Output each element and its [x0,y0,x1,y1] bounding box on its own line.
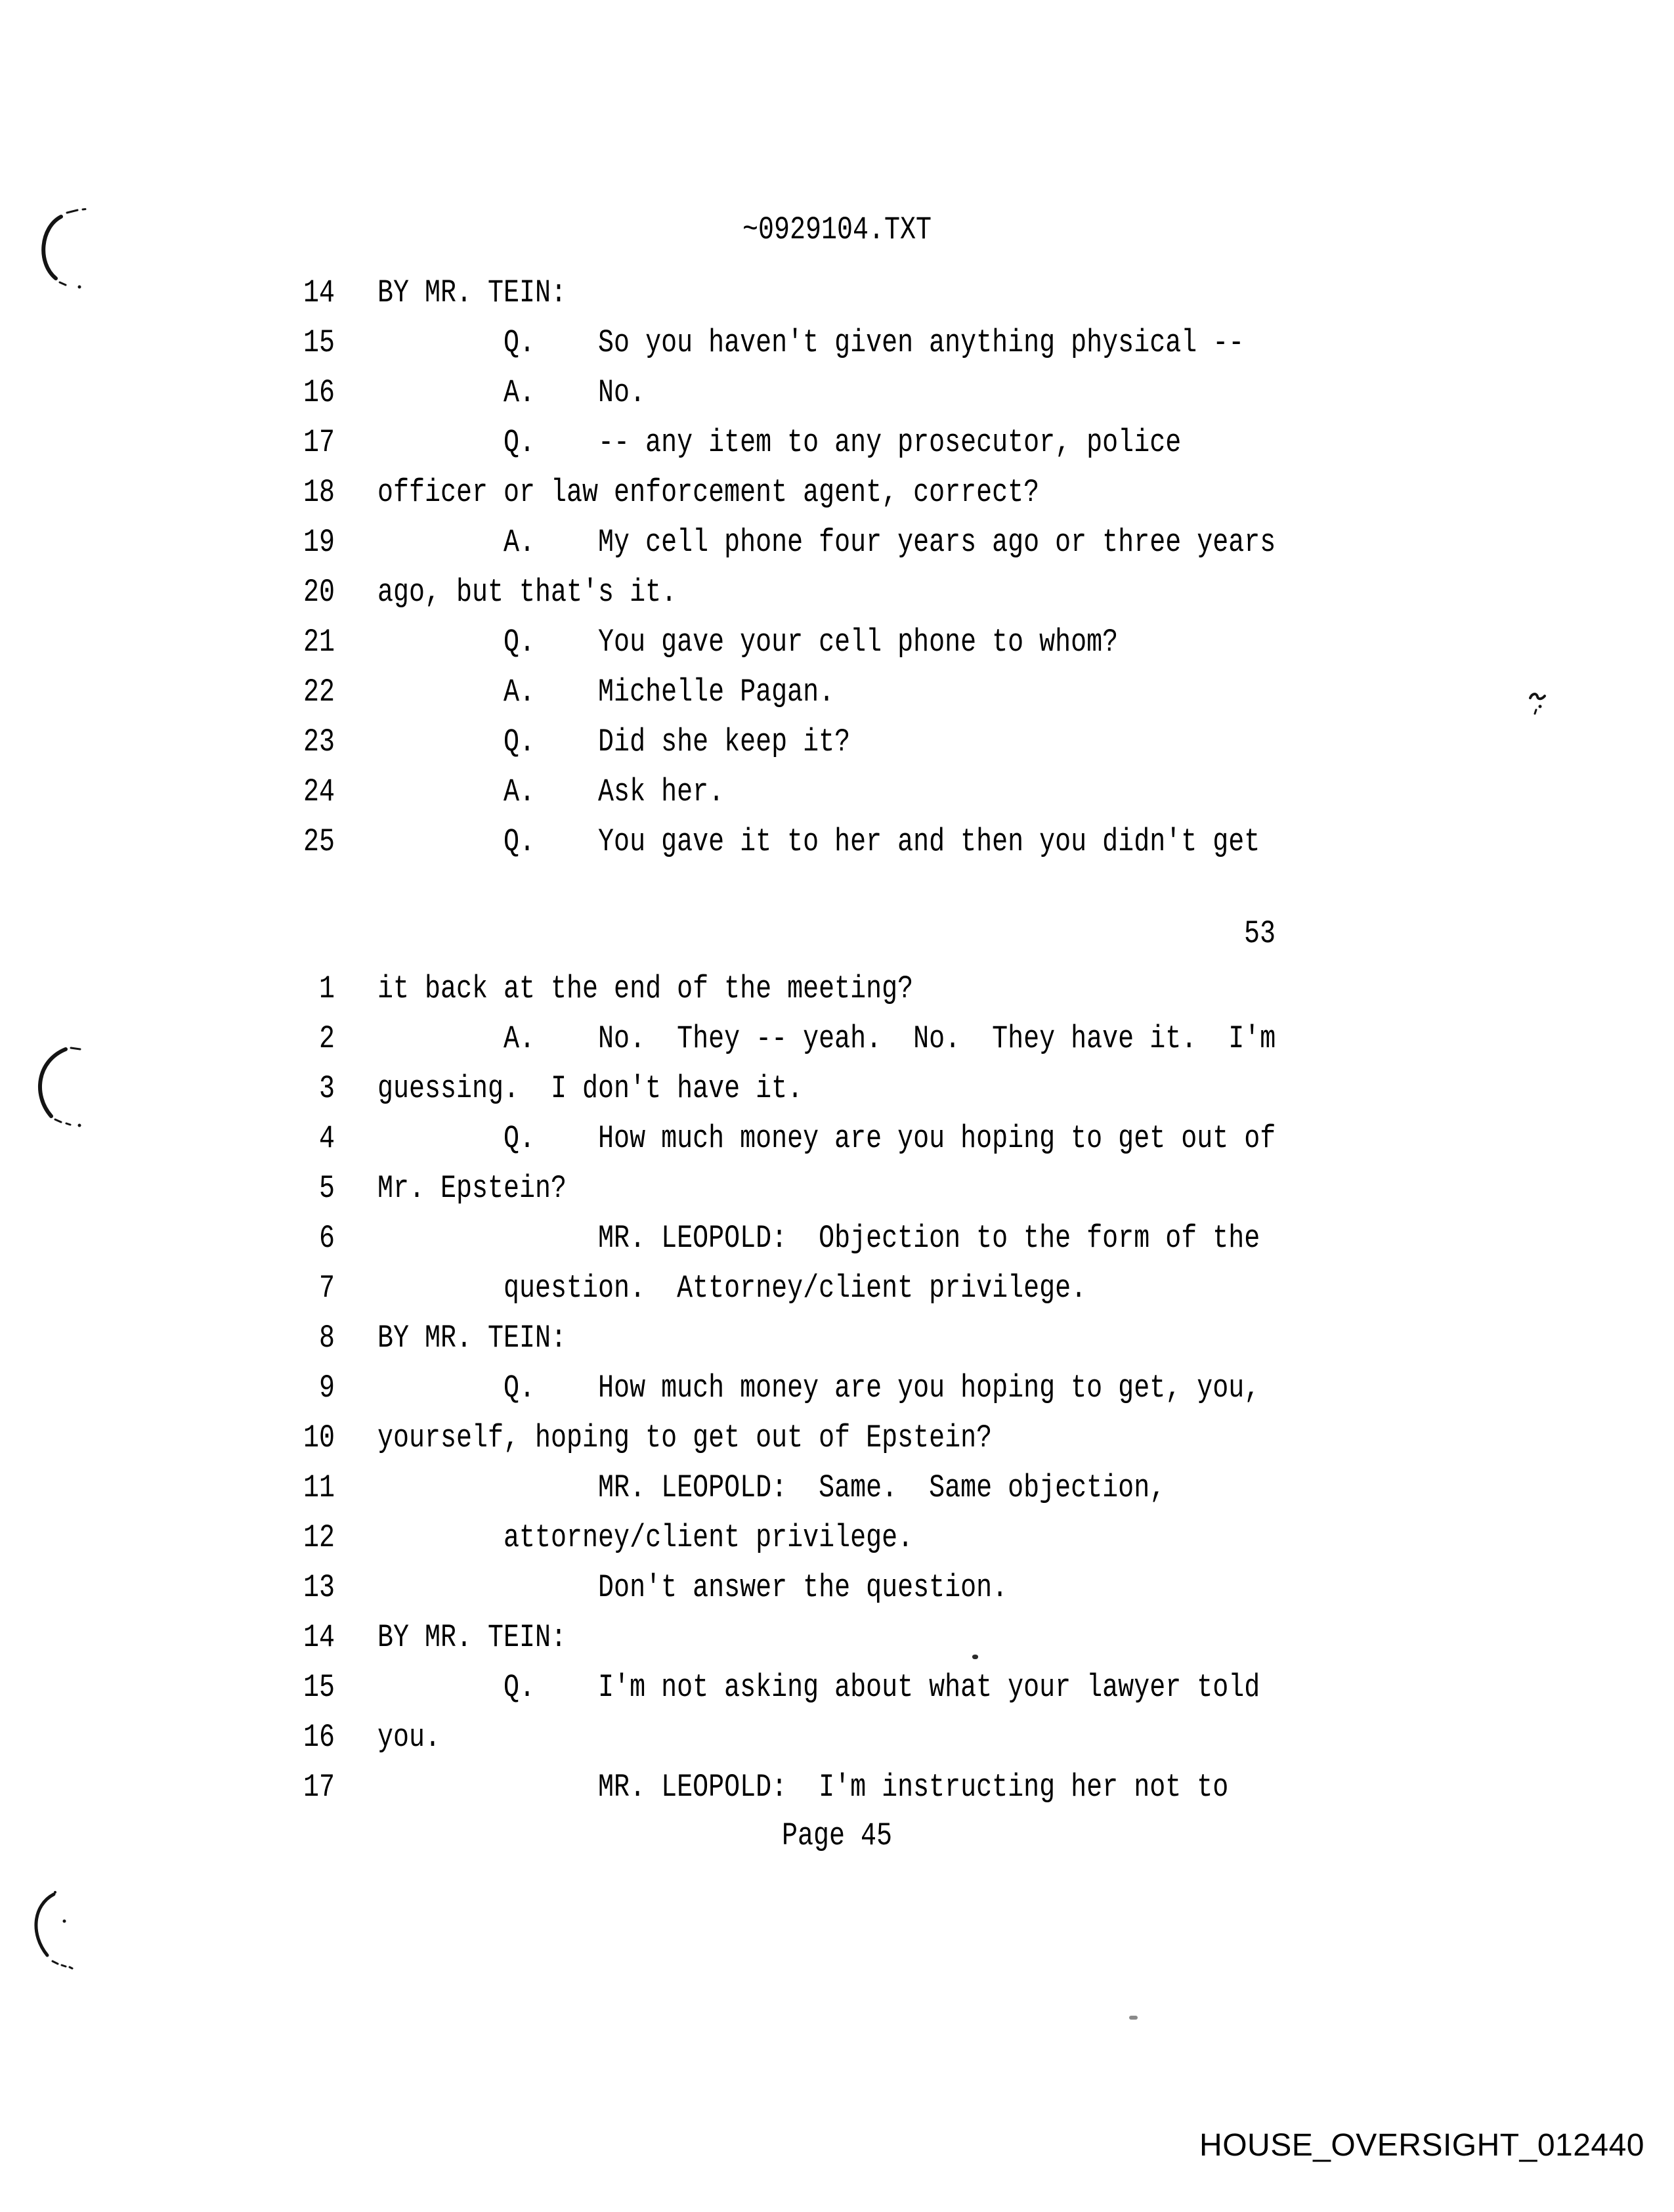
scan-artifact-dot [972,1655,978,1659]
scan-artifact-dot [1129,2016,1138,2020]
transcript-line [0,1015,1674,1065]
line-number: 11 [303,1470,335,1507]
line-number: 4 [318,1121,335,1158]
transcript-line [0,618,1674,668]
line-number: 1 [318,971,335,1008]
line-number: 23 [303,724,335,761]
line-number: 25 [303,824,335,861]
line-text: attorney/client privilege. [377,1520,914,1557]
line-text: yourself, hoping to get out of Epstein? [377,1420,993,1457]
line-text: ago, but that's it. [377,575,677,611]
scan-artifact-arc-middle [26,1037,105,1142]
line-number: 14 [303,275,335,312]
line-number: 16 [303,375,335,412]
line-text: BY MR. TEIN: [377,1320,567,1357]
transcript-line [0,269,1674,319]
line-number: 21 [303,624,335,661]
transcript-line [0,469,1674,519]
line-text: A. Michelle Pagan. [377,674,835,711]
transcript-line [0,1165,1674,1215]
line-text: BY MR. TEIN: [377,275,567,312]
line-number: 22 [303,674,335,711]
line-number: 20 [303,575,335,611]
transcript-line [0,668,1674,718]
line-number: 12 [303,1520,335,1557]
transcript-block-1 [0,269,1674,868]
line-text: question. Attorney/client privilege. [377,1270,1087,1307]
line-number: 8 [318,1320,335,1357]
scan-artifact-arc-top [33,197,112,302]
transcript-line [0,1664,1674,1714]
transcript-line [0,1714,1674,1764]
scan-artifact-smudge [1528,689,1557,722]
line-number: 3 [318,1071,335,1108]
transcript-line [0,319,1674,369]
line-text: MR. LEOPOLD: Same. Same objection, [377,1470,1166,1507]
scan-artifact-arc-bottom [26,1884,105,1989]
page-number-top-right: 53 [1243,916,1276,953]
footer-page-label: Page 45 [781,1818,893,1855]
line-text: Q. I'm not asking about what your lawyer told [377,1670,1260,1706]
line-number: 6 [318,1221,335,1257]
line-number: 16 [303,1720,335,1756]
transcript-line [0,1065,1674,1115]
transcript-line [0,1614,1674,1664]
transcript-line [0,1215,1674,1265]
line-text: Mr. Epstein? [377,1171,567,1207]
transcript-line [0,419,1674,469]
line-text: BY MR. TEIN: [377,1620,567,1657]
line-text: A. Ask her. [377,774,725,811]
line-number: 5 [318,1171,335,1207]
line-number: 24 [303,774,335,811]
transcript-line [0,369,1674,419]
transcript-line [0,1564,1674,1614]
line-text: Q. So you haven't given anything physical -- [377,325,1245,362]
line-text: A. No. [377,375,646,412]
line-text: Q. How much money are you hoping to get out of [377,1121,1276,1158]
line-number: 15 [303,325,335,362]
line-text: you. [377,1720,441,1756]
transcript-block-2 [0,965,1674,1813]
line-text: Q. How much money are you hoping to get, you, [377,1370,1260,1407]
line-text: Q. You gave it to her and then you didn't get [377,824,1260,861]
line-number: 15 [303,1670,335,1706]
transcript-line [0,718,1674,768]
line-text: A. No. They -- yeah. No. They have it. I'm [377,1021,1276,1058]
line-text: guessing. I don't have it. [377,1071,804,1108]
line-text: Q. You gave your cell phone to whom? [377,624,1119,661]
line-text: Don't answer the question. [377,1570,1008,1607]
transcript-line [0,818,1674,868]
line-text: it back at the end of the meeting? [377,971,914,1008]
transcript-line [0,569,1674,618]
transcript-line [0,1265,1674,1314]
line-number: 9 [318,1370,335,1407]
transcript-line [0,1364,1674,1414]
transcript-line [0,965,1674,1015]
transcript-line [0,768,1674,818]
line-text: MR. LEOPOLD: Objection to the form of the [377,1221,1260,1257]
line-number: 2 [318,1021,335,1058]
transcript-line [0,519,1674,569]
transcript-line [0,1514,1674,1564]
line-number: 17 [303,1769,335,1806]
line-number: 19 [303,525,335,561]
transcript-line [0,1314,1674,1364]
transcript-line [0,1464,1674,1514]
document-title: ~0929104.TXT [742,212,932,249]
line-text: Q. Did she keep it? [377,724,851,761]
line-text: MR. LEOPOLD: I'm instructing her not to [377,1769,1229,1806]
transcript-line [0,1764,1674,1813]
line-number: 17 [303,425,335,462]
line-number: 10 [303,1420,335,1457]
bates-stamp: HOUSE_OVERSIGHT_012440 [1199,2128,1644,2163]
line-text: officer or law enforcement agent, correct? [377,475,1040,511]
line-number: 13 [303,1570,335,1607]
transcript-line [0,1115,1674,1165]
line-number: 14 [303,1620,335,1657]
line-text: Q. -- any item to any prosecutor, police [377,425,1182,462]
transcript-line [0,1414,1674,1464]
line-number: 18 [303,475,335,511]
line-text: A. My cell phone four years ago or three years [377,525,1276,561]
line-number: 7 [318,1270,335,1307]
